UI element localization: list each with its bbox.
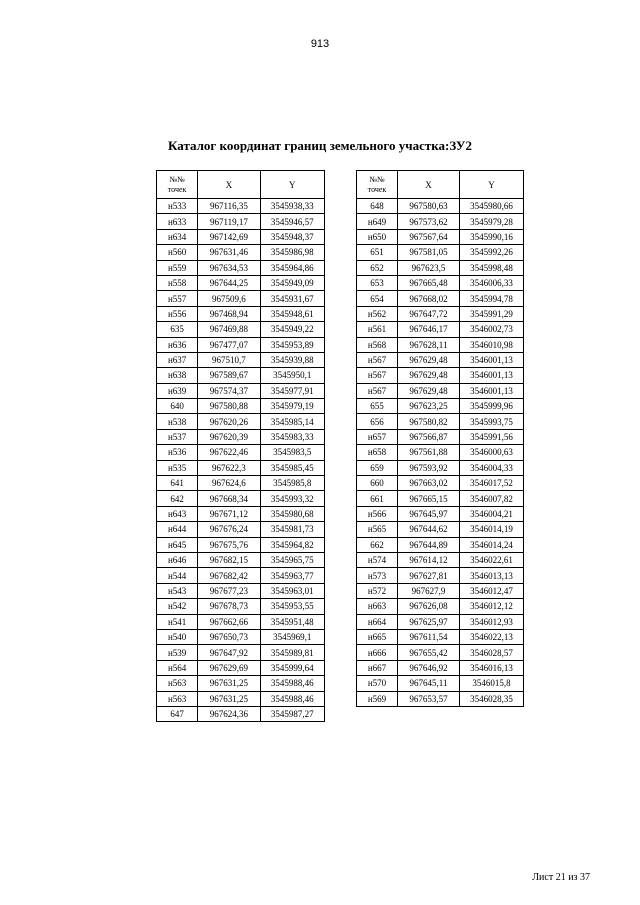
x-coordinate-cell: 967593,92 (398, 460, 460, 475)
x-coordinate-cell: 967671,12 (198, 506, 260, 521)
table-row (157, 645, 325, 660)
point-number-cell: 642 (157, 491, 198, 506)
x-coordinate-cell: 967580,88 (198, 399, 260, 414)
y-coordinate-cell: 3545988,46 (260, 691, 324, 706)
x-coordinate-cell: 967646,17 (398, 322, 460, 337)
x-coordinate-cell: 967624,6 (198, 476, 260, 491)
table-row (357, 368, 524, 383)
x-coordinate-cell: 967580,63 (398, 199, 460, 214)
point-number-cell: н570 (357, 676, 398, 691)
y-coordinate-cell: 3545979,28 (460, 214, 524, 229)
x-coordinate-cell: 967589,67 (198, 368, 260, 383)
y-coordinate-cell: 3546022,13 (460, 629, 524, 644)
point-number-cell: н561 (357, 322, 398, 337)
point-number-cell: н633 (157, 214, 198, 229)
x-coordinate-cell: 967623,5 (398, 260, 460, 275)
y-coordinate-cell: 3546017,52 (460, 476, 524, 491)
page-number: 913 (310, 38, 330, 50)
x-coordinate-cell: 967573,62 (398, 214, 460, 229)
point-number-cell: н574 (357, 552, 398, 567)
point-number-cell: н567 (357, 352, 398, 367)
table-row (157, 583, 325, 598)
x-coordinate-cell: 967634,53 (198, 260, 260, 275)
y-coordinate-cell: 3546010,98 (460, 337, 524, 352)
x-coordinate-cell: 967631,46 (198, 245, 260, 260)
point-number-cell: 641 (157, 476, 198, 491)
table-row (157, 399, 325, 414)
coordinates-table-left (156, 170, 325, 722)
table-row (357, 491, 524, 506)
point-number-cell: н535 (157, 460, 198, 475)
x-coordinate-cell: 967644,62 (398, 522, 460, 537)
table-row (357, 214, 524, 229)
point-number-cell: н557 (157, 291, 198, 306)
y-coordinate-cell: 3545953,89 (260, 337, 324, 352)
x-coordinate-cell: 967142,69 (198, 229, 260, 244)
table-row (157, 306, 325, 321)
point-number-cell: 635 (157, 322, 198, 337)
x-coordinate-cell: 967682,42 (198, 568, 260, 583)
table-row (357, 629, 524, 644)
point-number-cell: н638 (157, 368, 198, 383)
point-number-cell: н537 (157, 429, 198, 444)
point-number-cell: н645 (157, 537, 198, 552)
x-coordinate-cell: 967614,12 (398, 552, 460, 567)
point-number-cell: 648 (357, 199, 398, 214)
x-coordinate-cell: 967116,35 (198, 199, 260, 214)
point-number-cell: н567 (357, 368, 398, 383)
point-number-header (357, 171, 398, 199)
table-row (357, 691, 524, 706)
x-coordinate-cell: 967631,25 (198, 691, 260, 706)
point-number-cell: н639 (157, 383, 198, 398)
y-coordinate-cell: 3545977,91 (260, 383, 324, 398)
point-number-cell: н636 (157, 337, 198, 352)
y-coordinate-cell: 3545969,1 (260, 629, 324, 644)
x-coordinate-cell: 967625,97 (398, 614, 460, 629)
point-number-cell: н556 (157, 306, 198, 321)
y-coordinate-cell: 3545990,16 (460, 229, 524, 244)
x-coordinate-cell: 967628,11 (398, 337, 460, 352)
point-number-cell: 651 (357, 245, 398, 260)
y-coordinate-cell: 3545986,98 (260, 245, 324, 260)
y-coordinate-cell: 3546014,24 (460, 537, 524, 552)
table-row (157, 537, 325, 552)
table-row (357, 583, 524, 598)
point-number-cell: н542 (157, 599, 198, 614)
point-number-cell: н541 (157, 614, 198, 629)
point-number-cell: 653 (357, 275, 398, 290)
y-coordinate-cell: 3546001,13 (460, 368, 524, 383)
x-coordinate-cell: 967510,7 (198, 352, 260, 367)
x-coordinate-cell: 967623,25 (398, 399, 460, 414)
y-coordinate-cell: 3545987,27 (260, 706, 324, 721)
table-row (157, 522, 325, 537)
table-row (357, 476, 524, 491)
table-row (357, 599, 524, 614)
x-coordinate-cell: 967645,97 (398, 506, 460, 521)
x-coordinate-cell: 967665,48 (398, 275, 460, 290)
table-row (357, 568, 524, 583)
x-coordinate-cell: 967647,92 (198, 645, 260, 660)
x-coordinate-cell: 967668,34 (198, 491, 260, 506)
x-coordinate-cell: 967622,46 (198, 445, 260, 460)
point-number-cell: н567 (357, 383, 398, 398)
table-row (157, 599, 325, 614)
x-coordinate-cell: 967119,17 (198, 214, 260, 229)
table-row (357, 429, 524, 444)
y-coordinate-cell: 3545949,22 (260, 322, 324, 337)
point-number-cell: 660 (357, 476, 398, 491)
point-number-cell: 661 (357, 491, 398, 506)
table-row (157, 245, 325, 260)
y-coordinate-cell: 3546001,13 (460, 352, 524, 367)
x-coordinate-cell: 967665,15 (398, 491, 460, 506)
table-row (157, 275, 325, 290)
table-row (157, 337, 325, 352)
y-coordinate-cell: 3545993,32 (260, 491, 324, 506)
table-row (157, 491, 325, 506)
table-row (157, 506, 325, 521)
y-coordinate-cell: 3545991,29 (460, 306, 524, 321)
point-number-cell: н664 (357, 614, 398, 629)
table-row (357, 676, 524, 691)
table-row (357, 229, 524, 244)
table-row (357, 291, 524, 306)
y-coordinate-cell: 3545965,75 (260, 552, 324, 567)
x-coordinate-cell: 967629,69 (198, 660, 260, 675)
y-coordinate-cell: 3545980,66 (460, 199, 524, 214)
point-number-cell: 662 (357, 537, 398, 552)
point-number-cell: н543 (157, 583, 198, 598)
table-row (157, 352, 325, 367)
point-number-cell: 647 (157, 706, 198, 721)
x-coordinate-cell: 967676,24 (198, 522, 260, 537)
x-coordinate-cell: 967663,02 (398, 476, 460, 491)
x-header: X (198, 171, 260, 199)
sheet-label: Лист 21 из 37 (532, 872, 590, 883)
y-coordinate-cell: 3545992,26 (460, 245, 524, 260)
point-number-header-bottom: точек (167, 184, 187, 194)
table-row (357, 383, 524, 398)
y-coordinate-cell: 3545983,5 (260, 445, 324, 460)
y-coordinate-cell: 3546007,82 (460, 491, 524, 506)
y-coordinate-cell: 3545985,14 (260, 414, 324, 429)
y-coordinate-cell: 3545993,75 (460, 414, 524, 429)
point-number-header-top: №№ (169, 174, 185, 184)
table-row (157, 552, 325, 567)
point-number-cell: н657 (357, 429, 398, 444)
y-header: Y (260, 171, 324, 199)
y-coordinate-cell: 3545985,45 (260, 460, 324, 475)
table-row (157, 199, 325, 214)
x-coordinate-cell: 967655,42 (398, 645, 460, 660)
point-number-cell: н667 (357, 660, 398, 675)
x-coordinate-cell: 967580,82 (398, 414, 460, 429)
table-row (157, 629, 325, 644)
y-coordinate-cell: 3545994,78 (460, 291, 524, 306)
y-coordinate-cell: 3546028,57 (460, 645, 524, 660)
y-coordinate-cell: 3546028,35 (460, 691, 524, 706)
x-coordinate-cell: 967622,3 (198, 460, 260, 475)
y-coordinate-cell: 3545998,48 (460, 260, 524, 275)
point-number-cell: н533 (157, 199, 198, 214)
point-number-cell: н560 (157, 245, 198, 260)
y-coordinate-cell: 3546000,63 (460, 445, 524, 460)
point-number-cell: н566 (357, 506, 398, 521)
table-row (357, 352, 524, 367)
point-number-cell: 659 (357, 460, 398, 475)
point-number-cell: н544 (157, 568, 198, 583)
x-coordinate-cell: 967477,07 (198, 337, 260, 352)
x-coordinate-cell: 967662,66 (198, 614, 260, 629)
point-number-header-bottom: точек (367, 184, 387, 194)
table-row (357, 260, 524, 275)
point-number-cell: н643 (157, 506, 198, 521)
point-number-cell: н564 (157, 660, 198, 675)
table-row (357, 337, 524, 352)
y-coordinate-cell: 3546013,13 (460, 568, 524, 583)
x-coordinate-cell: 967682,15 (198, 552, 260, 567)
x-coordinate-cell: 967645,11 (398, 676, 460, 691)
table-row (357, 445, 524, 460)
point-number-cell: н569 (357, 691, 398, 706)
table-row (157, 614, 325, 629)
table-header-row (157, 171, 325, 199)
x-coordinate-cell: 967561,88 (398, 445, 460, 460)
y-coordinate-cell: 3545953,55 (260, 599, 324, 614)
point-number-cell: н666 (357, 645, 398, 660)
table-row (157, 260, 325, 275)
table-row (157, 676, 325, 691)
point-number-cell: н538 (157, 414, 198, 429)
point-number-cell: н568 (357, 337, 398, 352)
x-coordinate-cell: 967627,81 (398, 568, 460, 583)
y-coordinate-cell: 3545979,19 (260, 399, 324, 414)
table-row (357, 660, 524, 675)
y-coordinate-cell: 3546012,47 (460, 583, 524, 598)
point-number-cell: н644 (157, 522, 198, 537)
table-row (357, 537, 524, 552)
y-coordinate-cell: 3546012,93 (460, 614, 524, 629)
x-coordinate-cell: 967468,94 (198, 306, 260, 321)
point-number-cell: н536 (157, 445, 198, 460)
x-coordinate-cell: 967629,48 (398, 383, 460, 398)
y-coordinate-cell: 3546002,73 (460, 322, 524, 337)
x-coordinate-cell: 967644,89 (398, 537, 460, 552)
table-row (357, 460, 524, 475)
point-number-cell: н540 (157, 629, 198, 644)
x-coordinate-cell: 967650,73 (198, 629, 260, 644)
table-row (157, 414, 325, 429)
point-number-cell: н558 (157, 275, 198, 290)
x-coordinate-cell: 967631,25 (198, 676, 260, 691)
y-coordinate-cell: 3546022,61 (460, 552, 524, 567)
table-row (157, 214, 325, 229)
x-coordinate-cell: 967574,37 (198, 383, 260, 398)
x-coordinate-cell: 967620,39 (198, 429, 260, 444)
y-coordinate-cell: 3545980,68 (260, 506, 324, 521)
y-coordinate-cell: 3546014,19 (460, 522, 524, 537)
table-row (357, 245, 524, 260)
point-number-cell: н663 (357, 599, 398, 614)
point-number-cell: н658 (357, 445, 398, 460)
table-row (157, 322, 325, 337)
point-number-header (157, 171, 198, 199)
table-row (157, 383, 325, 398)
table-row (357, 275, 524, 290)
table-row (357, 552, 524, 567)
x-coordinate-cell: 967653,57 (398, 691, 460, 706)
point-number-cell: н573 (357, 568, 398, 583)
table-row (357, 399, 524, 414)
y-coordinate-cell: 3545931,67 (260, 291, 324, 306)
y-coordinate-cell: 3545948,61 (260, 306, 324, 321)
point-number-cell: н649 (357, 214, 398, 229)
point-number-cell: н665 (357, 629, 398, 644)
y-coordinate-cell: 3545963,01 (260, 583, 324, 598)
x-coordinate-cell: 967668,02 (398, 291, 460, 306)
y-coordinate-cell: 3545989,81 (260, 645, 324, 660)
y-coordinate-cell: 3545988,46 (260, 676, 324, 691)
x-coordinate-cell: 967675,76 (198, 537, 260, 552)
y-coordinate-cell: 3545964,86 (260, 260, 324, 275)
table-row (157, 429, 325, 444)
table-row (157, 368, 325, 383)
y-coordinate-cell: 3546004,21 (460, 506, 524, 521)
table-row (157, 445, 325, 460)
table-row (157, 476, 325, 491)
point-number-cell: н565 (357, 522, 398, 537)
x-coordinate-cell: 967624,36 (198, 706, 260, 721)
table-row (357, 522, 524, 537)
x-coordinate-cell: 967646,92 (398, 660, 460, 675)
point-number-cell: н634 (157, 229, 198, 244)
point-number-cell: 655 (357, 399, 398, 414)
y-coordinate-cell: 3546015,8 (460, 676, 524, 691)
x-coordinate-cell: 967627,9 (398, 583, 460, 598)
x-coordinate-cell: 967644,25 (198, 275, 260, 290)
y-coordinate-cell: 3545938,33 (260, 199, 324, 214)
y-header: Y (460, 171, 524, 199)
table-row (157, 706, 325, 721)
point-number-cell: 652 (357, 260, 398, 275)
table-row (357, 322, 524, 337)
point-number-cell: н637 (157, 352, 198, 367)
x-coordinate-cell: 967647,72 (398, 306, 460, 321)
table-row (157, 691, 325, 706)
point-number-cell: н572 (357, 583, 398, 598)
y-coordinate-cell: 3545981,73 (260, 522, 324, 537)
table-row (357, 199, 524, 214)
y-coordinate-cell: 3545950,1 (260, 368, 324, 383)
y-coordinate-cell: 3546006,33 (460, 275, 524, 290)
x-coordinate-cell: 967566,87 (398, 429, 460, 444)
y-coordinate-cell: 3545939,88 (260, 352, 324, 367)
y-coordinate-cell: 3546001,13 (460, 383, 524, 398)
catalog-title: Каталог координат границ земельного участка:ЗУ2 (168, 138, 472, 153)
point-number-cell: н559 (157, 260, 198, 275)
x-coordinate-cell: 967509,6 (198, 291, 260, 306)
table-row (157, 229, 325, 244)
x-coordinate-cell: 967626,08 (398, 599, 460, 614)
y-coordinate-cell: 3546004,33 (460, 460, 524, 475)
y-coordinate-cell: 3545949,09 (260, 275, 324, 290)
x-coordinate-cell: 967629,48 (398, 368, 460, 383)
table-row (157, 291, 325, 306)
table-row (357, 645, 524, 660)
y-coordinate-cell: 3546012,12 (460, 599, 524, 614)
x-coordinate-cell: 967567,64 (398, 229, 460, 244)
y-coordinate-cell: 3545983,33 (260, 429, 324, 444)
point-number-cell: н562 (357, 306, 398, 321)
y-coordinate-cell: 3545999,64 (260, 660, 324, 675)
y-coordinate-cell: 3545999,96 (460, 399, 524, 414)
x-coordinate-cell: 967581,05 (398, 245, 460, 260)
x-coordinate-cell: 967611,54 (398, 629, 460, 644)
x-coordinate-cell: 967469,88 (198, 322, 260, 337)
coordinates-table-right (356, 170, 524, 707)
table-row (157, 568, 325, 583)
table-header-row (357, 171, 524, 199)
y-coordinate-cell: 3545948,37 (260, 229, 324, 244)
y-coordinate-cell: 3545991,56 (460, 429, 524, 444)
point-number-cell: н563 (157, 691, 198, 706)
x-header: X (398, 171, 460, 199)
y-coordinate-cell: 3546016,13 (460, 660, 524, 675)
table-row (157, 660, 325, 675)
y-coordinate-cell: 3545946,57 (260, 214, 324, 229)
y-coordinate-cell: 3545951,48 (260, 614, 324, 629)
x-coordinate-cell: 967677,23 (198, 583, 260, 598)
point-number-cell: 656 (357, 414, 398, 429)
point-number-cell: 640 (157, 399, 198, 414)
table-row (357, 306, 524, 321)
x-coordinate-cell: 967620,26 (198, 414, 260, 429)
table-body (157, 199, 325, 722)
point-number-cell: н563 (157, 676, 198, 691)
point-number-cell: н539 (157, 645, 198, 660)
table-row (357, 506, 524, 521)
y-coordinate-cell: 3545963,77 (260, 568, 324, 583)
table-body (357, 199, 524, 707)
table-row (357, 614, 524, 629)
x-coordinate-cell: 967629,48 (398, 352, 460, 367)
point-number-cell: 654 (357, 291, 398, 306)
point-number-cell: н646 (157, 552, 198, 567)
table-row (357, 414, 524, 429)
point-number-cell: н650 (357, 229, 398, 244)
y-coordinate-cell: 3545985,8 (260, 476, 324, 491)
x-coordinate-cell: 967678,73 (198, 599, 260, 614)
y-coordinate-cell: 3545964,82 (260, 537, 324, 552)
table-row (157, 460, 325, 475)
point-number-header-top: №№ (369, 174, 385, 184)
